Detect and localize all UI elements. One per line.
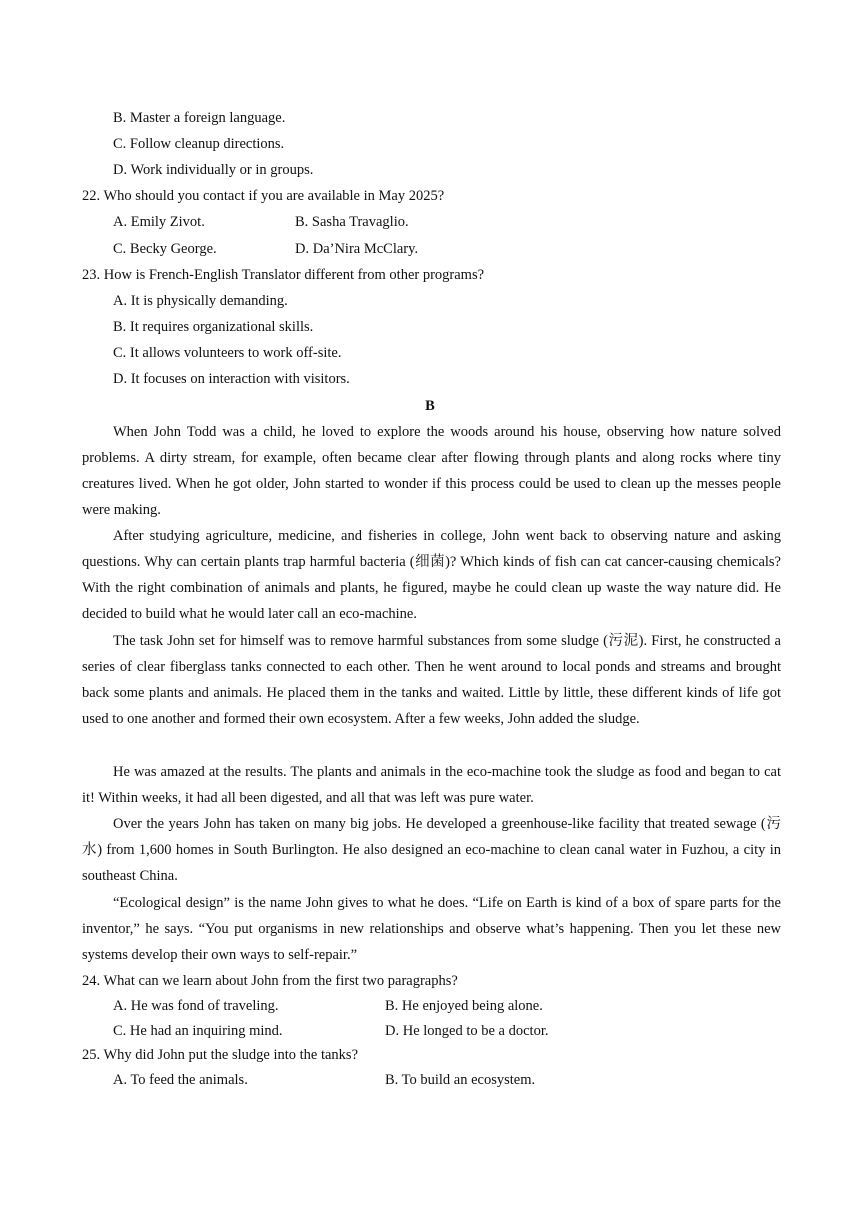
- q23-question: 23. How is French-English Translator different from other programs?: [82, 267, 485, 283]
- q24-option-d: D. He longed to be a doctor.: [385, 1023, 549, 1039]
- q21-option-b: B. Master a foreign language.: [113, 110, 286, 126]
- q24-option-b: B. He enjoyed being alone.: [385, 998, 543, 1014]
- q25-option-b: B. To build an ecosystem.: [385, 1072, 536, 1088]
- q24-option-c: C. He had an inquiring mind.: [113, 1023, 283, 1039]
- passage-paragraph-4: He was amazed at the results. The plants and animals in the eco-machine took the sludge as food and began to cat it! Within weeks, it had all been digested, and all that was left was pure water.: [82, 764, 781, 807]
- passage-paragraph-1: When John Todd was a child, he loved to explore the woods around his house, observing how nature solved problems. A dirty stream, for example, often became clear after flowing through plants and along rocks where tiny creatures lived. When he got older, John started to wonder if this process could be used to clean up the messes people were making.: [82, 424, 781, 519]
- q22-option-c: C. Becky George.: [113, 241, 217, 257]
- q25-option-a: A. To feed the animals.: [113, 1072, 248, 1088]
- q24-question: 24. What can we learn about John from the first two paragraphs?: [82, 973, 458, 989]
- q21-option-c: C. Follow cleanup directions.: [113, 136, 285, 152]
- q22-question: 22. Who should you contact if you are available in May 2025?: [82, 188, 445, 204]
- q21-option-d: D. Work individually or in groups.: [113, 162, 314, 178]
- q23-option-b: B. It requires organizational skills.: [113, 319, 314, 335]
- q22-option-a: A. Emily Zivot.: [113, 214, 205, 230]
- passage-paragraph-5: Over the years John has taken on many big jobs. He developed a greenhouse-like facility that treated sewage (污水) from 1,600 homes in South Burlington. He also designed an eco-machine to clean canal water in Fuzhou, a city in southeast China.: [82, 816, 781, 885]
- q23-option-c: C. It allows volunteers to work off-site.: [113, 345, 342, 361]
- passage-paragraph-2: After studying agriculture, medicine, and fisheries in college, John went back to observing nature and asking questions. Why can certain plants trap harmful bacteria (细菌)? Which kinds of fish can cat cancer-causing chemicals? With the right combination of animals and plants, he figured, maybe he could clean up waste the way nature did. He decided to build what he would later call an eco-machine.: [82, 528, 781, 623]
- passage-paragraph-3: The task John set for himself was to remove harmful substances from some sludge (污泥). First, he constructed a series of clear fiberglass tanks connected to each other. Then he went around to local ponds and streams and brought back some plants and animals. He placed them in the tanks and waited. Little by little, these different kinds of life got used to one another and formed their own ecosystem. After a few weeks, John added the sludge.: [82, 633, 781, 728]
- q22-option-d: D. Da’Nira McClary.: [295, 241, 419, 257]
- q23-option-a: A. It is physically demanding.: [113, 293, 288, 309]
- passage-paragraph-6: “Ecological design” is the name John gives to what he does. “Life on Earth is kind of a box of spare parts for the inventor,” he says. “You put organisms in new relationships and observe what’s happening. Then you let these new systems develop their own ways to self-repair.”: [82, 895, 781, 964]
- q24-option-a: A. He was fond of traveling.: [113, 998, 279, 1014]
- q22-option-b: B. Sasha Travaglio.: [295, 214, 409, 230]
- q25-question: 25. Why did John put the sludge into the tanks?: [82, 1047, 359, 1063]
- q23-option-d: D. It focuses on interaction with visitors.: [113, 371, 350, 387]
- section-title: B: [425, 398, 435, 414]
